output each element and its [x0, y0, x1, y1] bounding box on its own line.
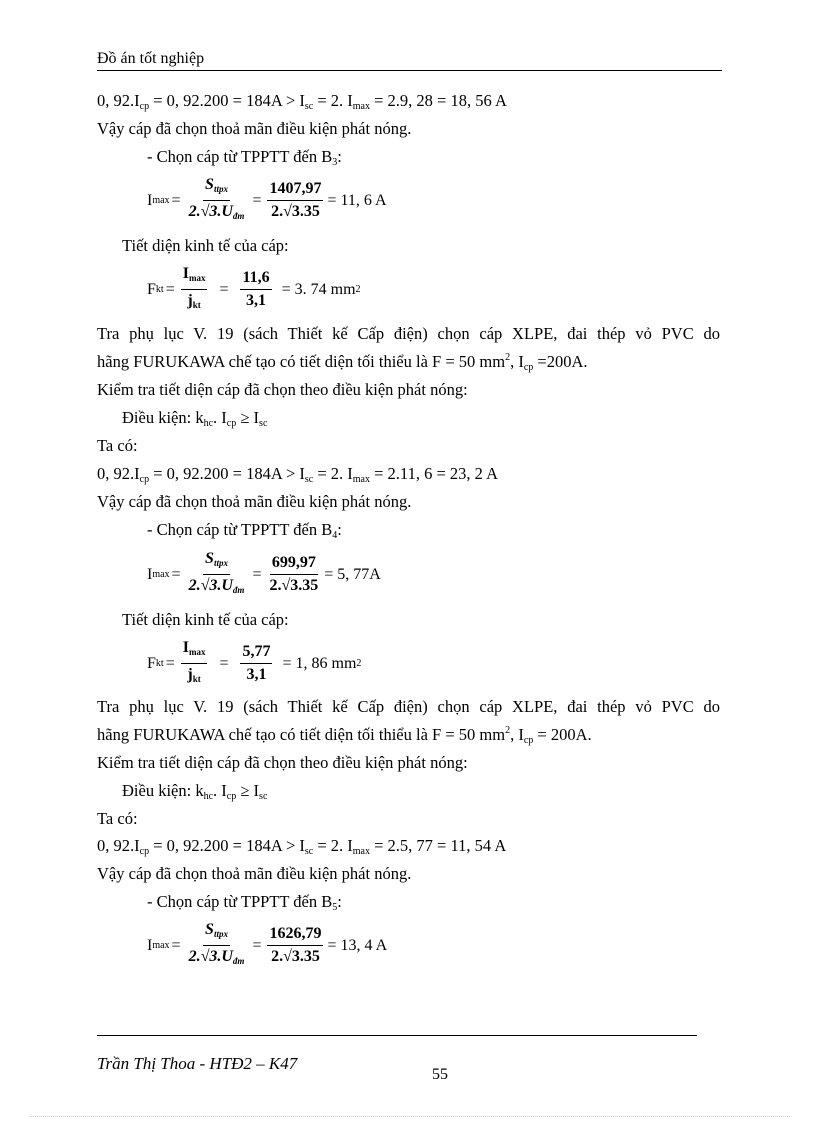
page-number: 55	[432, 1066, 448, 1083]
b4-imax-formula: I max = $\frac{\text{Sttpx}}{\text{2.√3.Uđm}}$ = $\frac{699,97}{2.√3.35}$ = 5, 77A	[147, 550, 381, 595]
b5-select-title: - Chọn cáp từ TPPTT đến $B_5$:	[147, 892, 342, 913]
b3-fkt-formula: F kt = $\frac{Imax}{\text{jkt}}$ = $\frac{11,6}{3,1}$ = 3. 74 mm 2	[147, 265, 361, 310]
b5-conclusion-prev: Vậy cáp đã chọn thoả mãn điều kiện phát nóng.	[97, 864, 412, 883]
b4-condition: Điều kiện: $k_{hc}$. $I_{cp} \ge I_{sc}$	[122, 781, 268, 802]
b4-lookup-line2: hãng FURUKAWA chế tạo có tiết diện tối thiểu là F = 50 $mm^2$, $I_{cp} = 200A$.	[97, 725, 592, 746]
b3-taco: Ta có:	[97, 436, 138, 455]
footer-author: Trần Thị Thoa - HTĐ2 – K47	[97, 1054, 298, 1073]
b4-fkt-formula: F kt = $\frac{Imax}{\text{jkt}}$ = $\frac{5,77}{3,1}$ = 1, 86 mm 2	[147, 639, 362, 684]
b3-conclusion: Vậy cáp đã chọn thoả mãn điều kiện phát nóng.	[97, 119, 412, 138]
page-edge-dots	[30, 1116, 790, 1117]
b4-taco: Ta có:	[97, 809, 138, 828]
b3-check2-line: 0, $92.I_{cp} = 0$, $92.200 = 184A > I_{sc} = 2$. $I_{max} = 2.11$, 6 = 23, 2 A	[97, 464, 499, 485]
header-title: Đồ án tốt nghiệp	[97, 50, 205, 67]
b3-imax-formula: I max = $\frac{\text{Sttpx}}{\text{2.√3.Uđm}}$ = $\frac{1407,97}{2.√3.35}$ = 11, 6 A	[147, 176, 387, 221]
b5-imax-formula: I max = $\frac{\text{Sttpx}}{\text{2.√3.Uđm}}$ = $\frac{1626,79}{2.√3.35}$ = 13, 4 A	[147, 921, 388, 966]
b4-select-title: - Chọn cáp từ TPPTT đến $B_4$:	[147, 520, 342, 541]
b3-condition: Điều kiện: $k_{hc}$. $I_{cp} \ge I_{sc}$	[122, 408, 268, 429]
b3-check-line: 0, $92.I_{cp} = 0$, $92.200 = 184A > I_{sc} = 2$. $I_{max} = 2.9$, 28 = 18, 56 A	[97, 91, 507, 112]
b4-verify: Kiểm tra tiết diện cáp đã chọn theo điều kiện phát nóng:	[97, 753, 468, 772]
b3-lookup-line2: hãng FURUKAWA chế tạo có tiết diện tối thiểu là F = 50 $mm^2$, $I_{cp} =200A$.	[97, 352, 588, 373]
b4-lookup-line1: Tra phụ lục V. 19 (sách Thiết kế Cấp điện) chọn cáp XLPE, đai thép vỏ PVC do	[97, 697, 720, 716]
b4-conclusion-prev: Vậy cáp đã chọn thoả mãn điều kiện phát nóng.	[97, 492, 412, 511]
b4-check-line: 0, $92.I_{cp} = 0$, $92.200 = 184A > I_{sc} = 2$. $I_{max} = 2.5$, 77 = 11, 54 A	[97, 836, 507, 857]
b4-econ-title: Tiết diện kinh tế của cáp:	[122, 610, 289, 629]
b3-lookup-line1: Tra phụ lục V. 19 (sách Thiết kế Cấp điện) chọn cáp XLPE, đai thép vỏ PVC do	[97, 324, 720, 343]
b3-econ-title: Tiết diện kinh tế của cáp:	[122, 236, 289, 255]
footer-rule	[97, 1035, 697, 1036]
b3-select-title: - Chọn cáp từ TPPTT đến $B_3$:	[147, 147, 342, 168]
b3-verify: Kiểm tra tiết diện cáp đã chọn theo điều kiện phát nóng:	[97, 380, 468, 399]
header-rule	[97, 70, 722, 71]
